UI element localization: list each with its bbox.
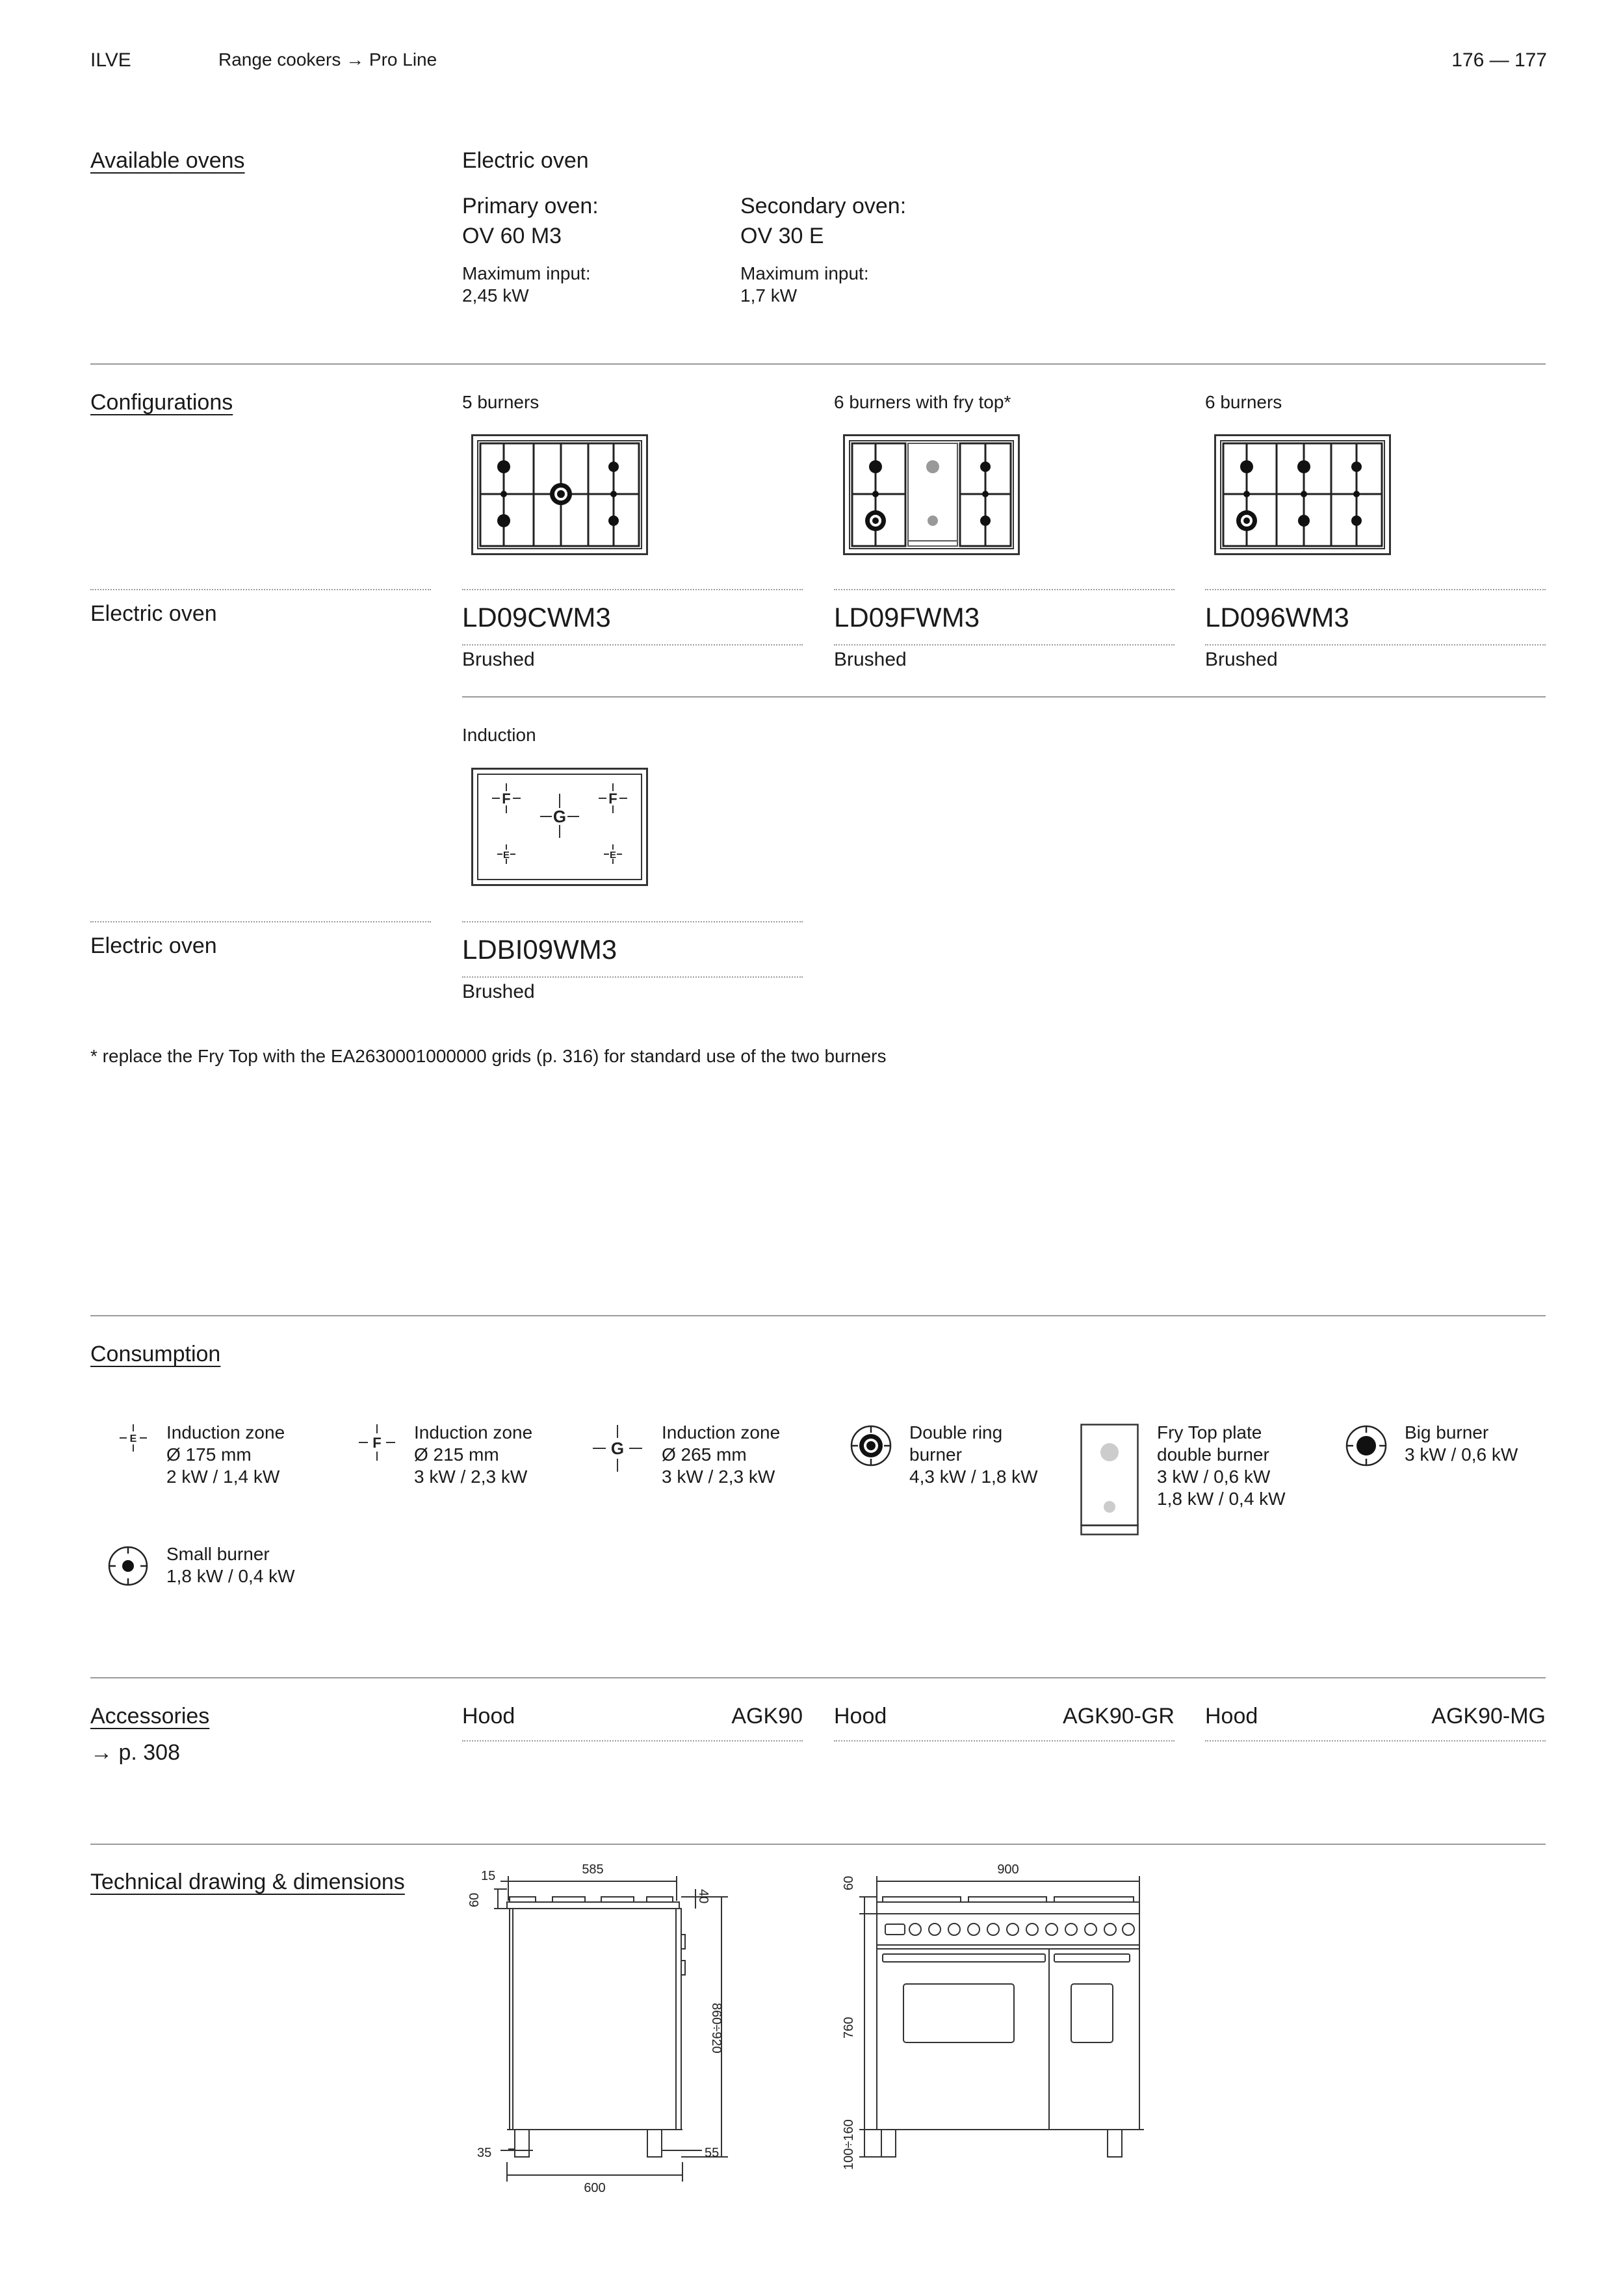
dim-legs: 100÷160: [842, 2119, 856, 2170]
config-title-6-burners-fry-top: 6 burners with fry top*: [834, 392, 1011, 412]
induction-zone-g-icon: [591, 1424, 643, 1473]
section-accessories: Accessories: [90, 1704, 210, 1729]
divider: [90, 1844, 1546, 1845]
svg-text:G: G: [610, 1439, 625, 1458]
dotted-divider: [1205, 1740, 1546, 1742]
induction-zone-e-icon: [117, 1422, 149, 1454]
consumption-item-fry-top: Fry Top plate double burner 3 kW / 0,6 kW 1,8 kW / 0,4 kW: [1157, 1422, 1286, 1509]
dotted-divider: [834, 644, 1175, 646]
dotted-divider: [1205, 589, 1546, 590]
primary-oven-model: OV 60 M3: [462, 224, 562, 248]
config-title-5-burners: 5 burners: [462, 392, 539, 412]
finish-label: Brushed: [462, 981, 535, 1002]
double-ring-burner-icon: [849, 1424, 893, 1468]
secondary-input-value: 1,7 kW: [740, 285, 798, 306]
dotted-divider: [834, 1740, 1175, 1742]
dotted-divider: [462, 976, 803, 978]
hob-5-burners-diagram: [471, 434, 648, 555]
hob-fry-top-diagram: [843, 434, 1020, 555]
model-ld09cwm3: LD09CWM3: [462, 602, 611, 633]
small-burner-icon: [107, 1545, 149, 1587]
dotted-divider: [90, 921, 431, 922]
secondary-input-label: Maximum input:: [740, 263, 869, 283]
svg-text:E: E: [129, 1433, 137, 1444]
svg-text:F: F: [372, 1435, 382, 1451]
divider: [90, 1315, 1546, 1316]
brand: ILVE: [90, 49, 131, 71]
zone-label: F: [608, 790, 617, 807]
breadcrumb[interactable]: Range cookers → Pro Line: [218, 49, 437, 70]
side-view-drawing: [455, 1857, 741, 2201]
divider: [90, 1677, 1546, 1678]
row-label-electric-oven: Electric oven: [90, 933, 217, 958]
dotted-divider: [90, 589, 431, 590]
consumption-item-induction-f: Induction zone Ø 215 mm 3 kW / 2,3 kW: [414, 1422, 533, 1487]
dotted-divider: [462, 921, 803, 922]
front-view-drawing: [825, 1857, 1150, 2182]
dim-35: 35: [477, 2146, 492, 2160]
consumption-item-induction-g: Induction zone Ø 265 mm 3 kW / 2,3 kW: [662, 1422, 781, 1487]
accessory-code-agk90-mg: AGK90-MG: [1431, 1704, 1546, 1729]
page-numbers: 176 — 177: [1451, 49, 1547, 71]
dotted-divider: [462, 1740, 803, 1742]
secondary-oven-model: OV 30 E: [740, 224, 824, 248]
section-configurations: Configurations: [90, 390, 233, 415]
section-technical-drawing: Technical drawing & dimensions: [90, 1870, 405, 1894]
model-ld096wm3: LD096WM3: [1205, 602, 1349, 633]
dim-height: 860÷920: [709, 2003, 723, 2054]
dim-585: 585: [582, 1862, 604, 1877]
divider: [90, 363, 1546, 365]
dotted-divider: [462, 644, 803, 646]
config-title-induction: Induction: [462, 725, 536, 745]
dim-15: 15: [481, 1869, 496, 1883]
finish-label: Brushed: [834, 649, 907, 670]
dim-55: 55: [705, 2146, 720, 2160]
consumption-item-big-burner: Big burner 3 kW / 0,6 kW: [1405, 1422, 1518, 1465]
model-ldbi09wm3: LDBI09WM3: [462, 934, 617, 965]
accessory-code-agk90: AGK90: [731, 1704, 803, 1729]
dim-60: 60: [467, 1892, 482, 1907]
dotted-divider: [834, 589, 1175, 590]
dim-40: 40: [696, 1889, 710, 1904]
consumption-item-small-burner: Small burner 1,8 kW / 0,4 kW: [166, 1544, 295, 1586]
accessories-page-link[interactable]: → p. 308: [90, 1740, 180, 1765]
row-label-electric-oven: Electric oven: [90, 601, 217, 626]
consumption-item-double-ring: Double ring burner 4,3 kW / 1,8 kW: [909, 1422, 1038, 1487]
secondary-oven-label: Secondary oven:: [740, 194, 907, 218]
zone-label: G: [552, 807, 567, 826]
accessory-name: Hood: [834, 1704, 887, 1729]
footnote: * replace the Fry Top with the EA2630001000000 grids (p. 316) for standard use of the two burners: [90, 1046, 887, 1066]
dotted-divider: [462, 589, 803, 590]
finish-label: Brushed: [1205, 649, 1278, 670]
finish-label: Brushed: [462, 649, 535, 670]
primary-input-label: Maximum input:: [462, 263, 591, 283]
consumption-item-induction-e: Induction zone Ø 175 mm 2 kW / 1,4 kW: [166, 1422, 285, 1487]
section-available-ovens: Available ovens: [90, 148, 245, 173]
zone-label: E: [609, 850, 617, 861]
big-burner-icon: [1344, 1424, 1388, 1468]
dotted-divider: [1205, 644, 1546, 646]
fry-top-icon: [1080, 1424, 1139, 1535]
model-ld09fwm3: LD09FWM3: [834, 602, 980, 633]
primary-oven-label: Primary oven:: [462, 194, 599, 218]
primary-input-value: 2,45 kW: [462, 285, 529, 306]
zone-label: E: [502, 850, 510, 861]
accessory-name: Hood: [462, 1704, 515, 1729]
dim-900: 900: [997, 1862, 1019, 1877]
induction-zone-f-icon: [357, 1423, 396, 1462]
hob-6-burners-diagram: [1214, 434, 1391, 555]
section-consumption: Consumption: [90, 1342, 221, 1366]
dim-60: 60: [842, 1875, 856, 1890]
hob-induction-diagram: [471, 768, 648, 886]
zone-label: F: [502, 790, 511, 807]
config-title-6-burners: 6 burners: [1205, 392, 1282, 412]
dim-600: 600: [584, 2181, 606, 2195]
accessory-name: Hood: [1205, 1704, 1258, 1729]
dim-760: 760: [842, 2016, 856, 2039]
divider: [462, 696, 1546, 698]
oven-type: Electric oven: [462, 148, 589, 173]
accessory-code-agk90-gr: AGK90-GR: [1063, 1704, 1175, 1729]
